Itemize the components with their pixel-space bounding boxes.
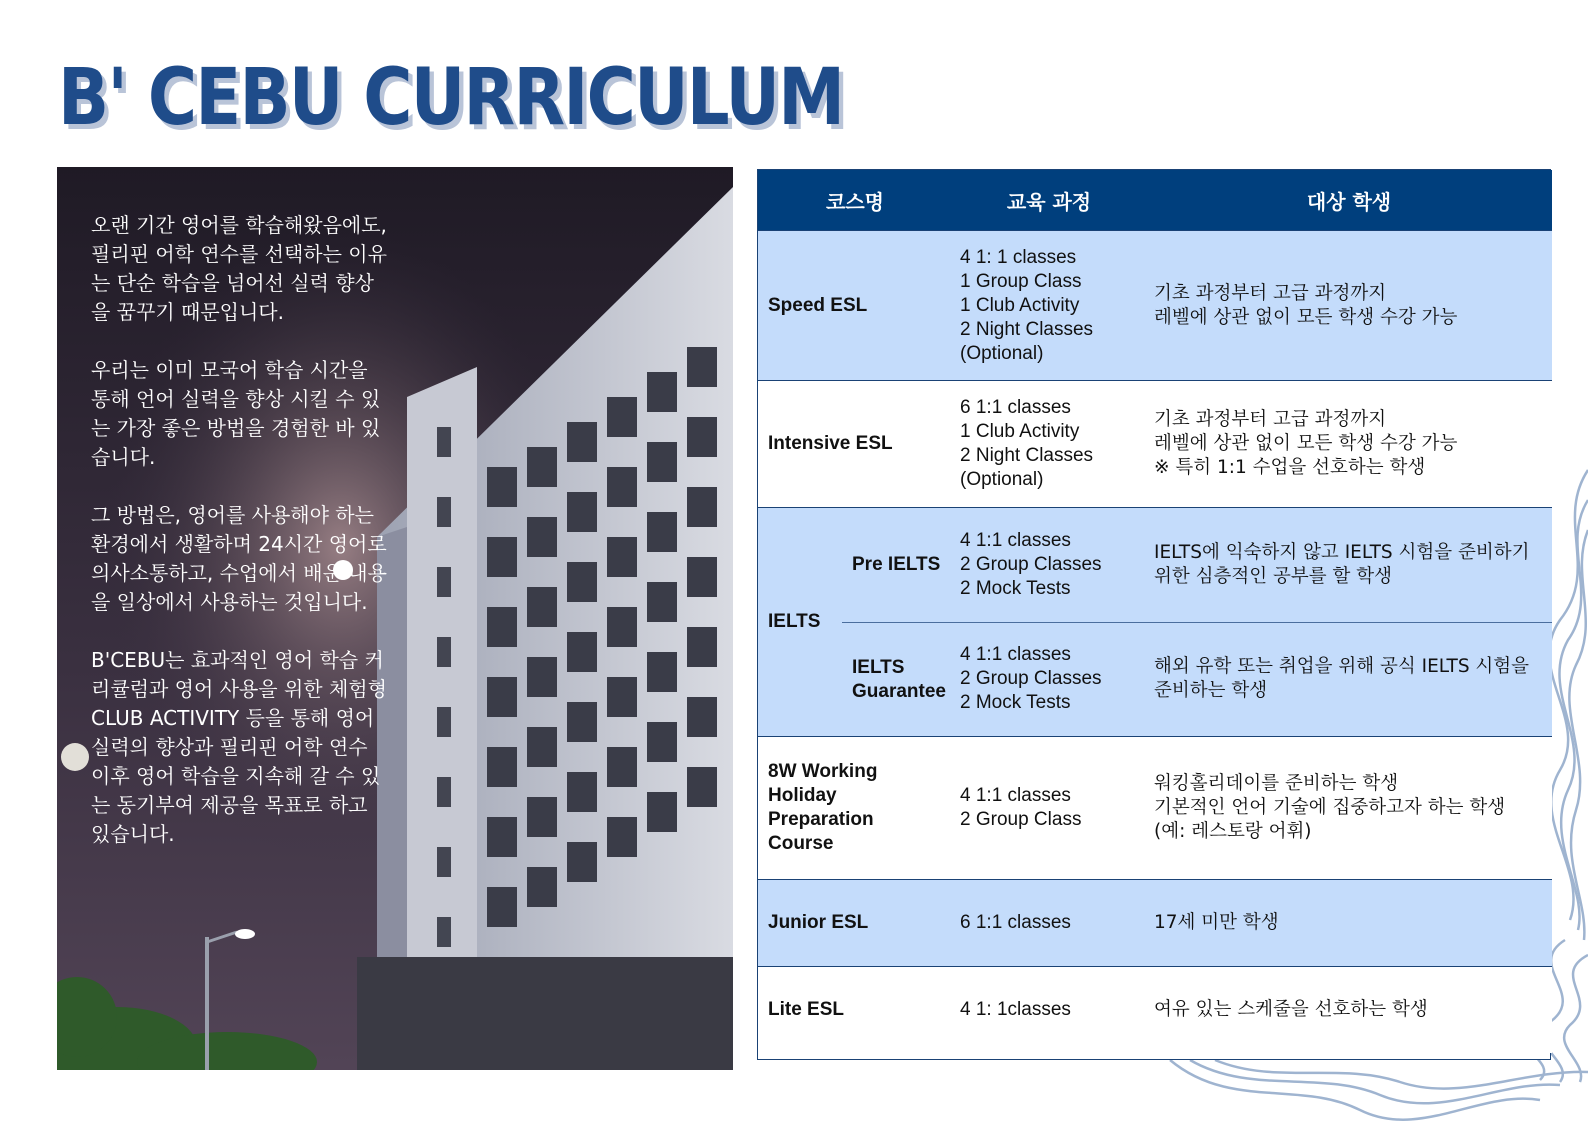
- target-line: 위한 심층적인 공부를 할 학생: [1154, 565, 1392, 587]
- course-name: Lite ESL: [758, 967, 952, 1053]
- curriculum-line: 2 Night Classes: [960, 445, 1094, 466]
- target-line: 해외 유학 또는 취업을 위해 공식 IELTS 시험을: [1154, 656, 1530, 678]
- curriculum-line: 2 Mock Tests: [960, 577, 1071, 599]
- curriculum-line: 4 1:1 classes: [960, 529, 1071, 551]
- target-line: 준비하는 학생: [1154, 680, 1268, 702]
- header-course-name: 코스명: [758, 170, 952, 231]
- course-curriculum: [952, 508, 1146, 623]
- course-curriculum: [952, 231, 1146, 381]
- table-header-row: [758, 170, 1552, 231]
- course-name-group: [758, 508, 952, 737]
- table-row: [758, 880, 1552, 967]
- curriculum-line: 2 Night Classes: [960, 318, 1094, 340]
- intro-text: [91, 211, 391, 878]
- target-line: (예: 레스토랑 어휘): [1154, 821, 1312, 842]
- curriculum-line: 2 Group Classes: [960, 553, 1102, 575]
- course-target: [1146, 231, 1552, 381]
- curriculum-table: [757, 169, 1551, 1060]
- target-line: IELTS에 익숙하지 않고 IELTS 시험을 준비하기: [1154, 541, 1530, 563]
- subcourse-name: Pre IELTS: [852, 554, 941, 575]
- course-target: 17세 미만 학생: [1146, 880, 1552, 967]
- course-name: IELTS: [768, 611, 821, 632]
- course-curriculum: 4 1: 1classes: [952, 967, 1146, 1053]
- course-curriculum: [952, 381, 1146, 508]
- course-curriculum: [952, 737, 1146, 880]
- intro-paragraph: 우리는 이미 모국어 학습 시간을 통해 언어 실력을 향상 시킬 수 있는 가장 좋은 방법을 경험한 바 있습니다.: [91, 358, 381, 469]
- curriculum-line: (Optional): [960, 342, 1044, 364]
- course-target: [1146, 622, 1552, 737]
- intro-paragraph: B'CEBU는 효과적인 영어 학습 커리큘럼과 영어 사용을 위한 체험형 CLUB ACTIVITY 등을 통해 영어 실력의 향상과 필리핀 어학 연수 이후 영어 학습을 지속해 갈 수 있는 동기부여 제공을 목표로 하고 있습니다.: [91, 648, 387, 846]
- curriculum-line: 6 1:1 classes: [960, 397, 1071, 418]
- target-line: ※ 특히 1:1 수업을 선호하는 학생: [1154, 457, 1426, 478]
- curriculum-line: 2 Mock Tests: [960, 692, 1071, 714]
- course-curriculum: 6 1:1 classes: [952, 880, 1146, 967]
- course-name-line: Holiday Preparation: [768, 785, 874, 830]
- table-row: [758, 231, 1552, 381]
- subcourse-name: Guarantee: [852, 680, 946, 702]
- campus-photo: [57, 167, 733, 1070]
- curriculum-line: (Optional): [960, 469, 1044, 490]
- target-line: 레벨에 상관 없이 모든 학생 수강 가능: [1154, 306, 1458, 328]
- curriculum-line: 4 1: 1 classes: [960, 246, 1077, 268]
- header-target-students: 대상 학생: [1146, 170, 1552, 231]
- table-row: [758, 508, 1552, 623]
- curriculum-line: 2 Group Classes: [960, 668, 1102, 690]
- intro-paragraph: 그 방법은, 영어를 사용해야 하는 환경에서 생활하며 24시간 영어로 의사소통하고, 수업에서 배운 내용을 일상에서 사용하는 것입니다.: [91, 503, 387, 614]
- page-title: B' CEBU CURRICULUM: [58, 53, 844, 143]
- course-target: 여유 있는 스케줄을 선호하는 학생: [1146, 967, 1552, 1053]
- course-name: Intensive ESL: [758, 381, 952, 508]
- target-line: 워킹홀리데이를 준비하는 학생: [1154, 773, 1399, 794]
- course-name: Speed ESL: [758, 231, 952, 381]
- course-name-line: 8W Working: [768, 761, 878, 782]
- intro-paragraph: 오랜 기간 영어를 학습해왔음에도, 필리핀 어학 연수를 선택하는 이유는 단순 학습을 넘어선 실력 향상을 꿈꾸기 때문입니다.: [91, 213, 387, 324]
- curriculum-line: 1 Club Activity: [960, 421, 1080, 442]
- course-target: [1146, 381, 1552, 508]
- subcourse-name: IELTS: [852, 656, 905, 678]
- target-line: 레벨에 상관 없이 모든 학생 수강 가능: [1154, 433, 1458, 454]
- curriculum-line: 4 1:1 classes: [960, 644, 1071, 666]
- curriculum-line: 4 1:1 classes: [960, 785, 1071, 806]
- target-line: 기본적인 언어 기술에 집중하고자 하는 학생: [1154, 797, 1506, 818]
- curriculum-line: 2 Group Class: [960, 809, 1082, 830]
- header-curriculum: 교육 과정: [952, 170, 1146, 231]
- target-line: 기초 과정부터 고급 과정까지: [1154, 409, 1387, 430]
- target-line: 기초 과정부터 고급 과정까지: [1154, 282, 1387, 304]
- table-row: [758, 967, 1552, 1053]
- course-curriculum: [952, 622, 1146, 737]
- course-name: [758, 737, 952, 880]
- course-target: [1146, 737, 1552, 880]
- table-row: [758, 737, 1552, 880]
- table-row: [758, 381, 1552, 508]
- course-name: Junior ESL: [758, 880, 952, 967]
- curriculum-line: 1 Group Class: [960, 270, 1082, 292]
- course-name-line: Course: [768, 833, 834, 854]
- curriculum-line: 1 Club Activity: [960, 294, 1080, 316]
- course-target: [1146, 508, 1552, 623]
